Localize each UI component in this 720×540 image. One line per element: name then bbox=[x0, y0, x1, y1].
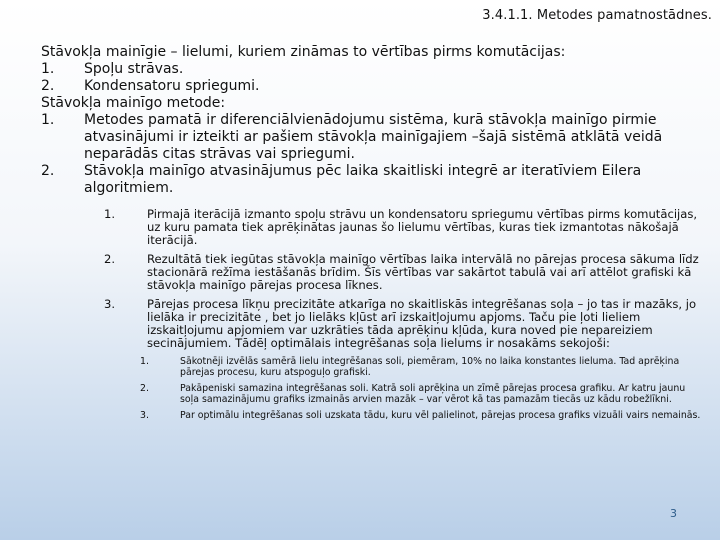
list-text: Spoļu strāvas. bbox=[84, 61, 184, 77]
list-number: 2. bbox=[140, 383, 149, 394]
list-number: 1. bbox=[41, 61, 55, 77]
list-number: 3. bbox=[140, 410, 149, 421]
sub-list bbox=[41, 208, 701, 421]
list-number: 2. bbox=[41, 78, 55, 94]
list-item bbox=[41, 112, 701, 163]
slide-title: 3.4.1.1. Metodes pamatnostādnes. bbox=[482, 8, 712, 23]
page-number: 3 bbox=[670, 507, 677, 520]
list-item bbox=[41, 78, 701, 95]
list-text: Kondensatoru spriegumi. bbox=[84, 78, 260, 94]
sub-sub-list-item bbox=[139, 356, 701, 378]
sub-sub-list-item bbox=[139, 383, 701, 405]
list-number: 2. bbox=[103, 252, 115, 266]
list-text: Metodes pamatā ir diferenciālvienādojumu sistēma, kurā stāvokļa mainīgo pirmie atvasinājumi ir izteikti ar pašiem stāvokļa mainīgajiem –šajā sistēmā atklātā veidā neparādās citas strāvas vai spriegumi. bbox=[84, 112, 663, 162]
definition-text: Stāvokļa mainīgie – lielumi, kuriem zināmas to vērtības pirms komutācijas: bbox=[41, 44, 566, 60]
list-number: 3. bbox=[103, 297, 115, 311]
list-item bbox=[41, 61, 701, 78]
sub-list-item bbox=[75, 208, 701, 247]
sub-sub-list-item bbox=[139, 410, 701, 421]
list-text: Par optimālu integrēšanas soli uzskata tādu, kuru vēl palielinot, pārejas procesa grafiks vizuāli vairs nemainās. bbox=[180, 410, 701, 421]
list-text: Stāvokļa mainīgo atvasinājumus pēc laika skaitliski integrē ar iteratīviem Eilera algoritmiem. bbox=[84, 163, 642, 196]
list-text: Pārejas procesa līkņu precizitāte atkarīga no skaitliskās integrēšanas soļa – jo tas ir mazāks, jo lielāka ir precizitāte , bet jo lielāks kļūst arī izskaitļojumu apjoms. Taču pie ļoti lieliem izskaitļojumu apjomiem var uzkrāties tāda aprēķinu kļūda, kura noved pie nepareiziem secinājumiem. Tādēļ optimālais integrēšanas soļa lielums ir nosakāms sekojoši: bbox=[147, 297, 697, 350]
list-number: 2. bbox=[41, 163, 55, 179]
list-text: Rezultātā tiek iegūtas stāvokļa mainīgo vērtības laika intervālā no pārejas procesa sākuma līdz stacionārā režīma iestāšanās brīdim. Šīs vērtības var sakārtot tabulā vai arī attēlot grafiski kā stāvokļa mainīgo pārejas procesa līknes. bbox=[147, 252, 699, 292]
sub-list-item bbox=[75, 253, 701, 292]
list-text: Pirmajā iterācijā izmanto spoļu strāvu un kondensatoru spriegumu vērtības pirms komutācijas, uz kuru pamata tiek aprēķinātas jaunas šo lielumu vērtības, kuras tiek izmantotas nākošajā iterācijā. bbox=[147, 207, 698, 247]
slide-content bbox=[41, 44, 701, 426]
list-item bbox=[41, 163, 701, 197]
sub-sub-list bbox=[75, 356, 701, 421]
list-number: 1. bbox=[103, 207, 115, 221]
sub-list-item bbox=[75, 298, 701, 350]
list-number: 1. bbox=[140, 356, 149, 367]
method-heading: Stāvokļa mainīgo metode: bbox=[41, 95, 226, 111]
list-text: Pakāpeniski samazina integrēšanas soli. Katrā soli aprēķina un zīmē pārejas procesa grafiku. Ar katru jaunu soļa samazinājumu grafiks izmainās arvien mazāk – var vērot kā tas pamazām tiecās uz kādu robežlīkni. bbox=[180, 383, 686, 405]
list-text: Sākotnēji izvēlās samērā lielu integrēšanas soli, piemēram, 10% no laika konstantes lieluma. Tad aprēķina pārejas procesu, kuru atspoguļo grafiski. bbox=[180, 356, 680, 378]
list-number: 1. bbox=[41, 112, 55, 128]
